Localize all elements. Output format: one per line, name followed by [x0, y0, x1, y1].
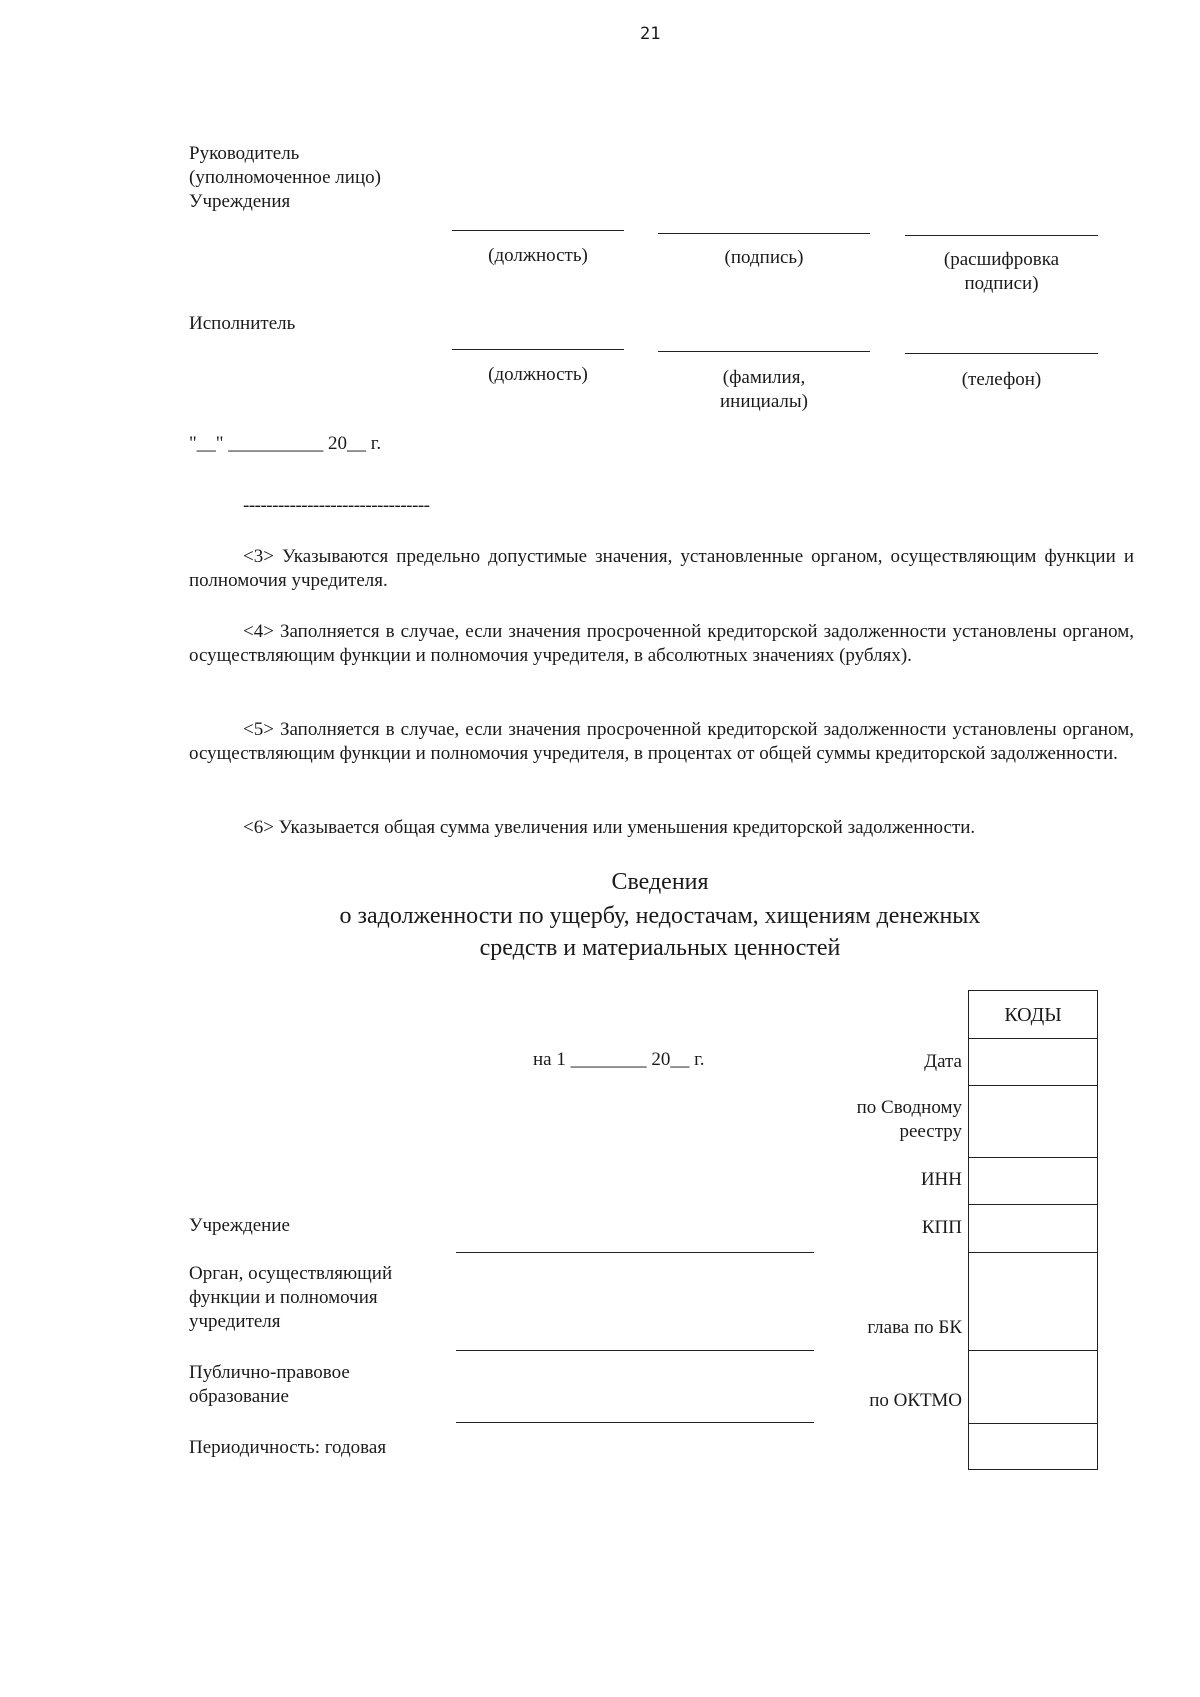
code-cell-chapter — [969, 1252, 1097, 1253]
field-institution-line — [456, 1252, 814, 1253]
label-line: Публично-правовое — [189, 1362, 350, 1383]
caption-line: (расшифровка — [943, 249, 1060, 270]
footnote-3 — [189, 545, 1134, 593]
footnote-4 — [189, 620, 1134, 668]
label-line: Орган, осуществляющий — [189, 1263, 393, 1284]
code-label-kpp: КПП — [921, 1217, 962, 1238]
head-decoding-line — [905, 235, 1098, 236]
executor-name-line — [658, 351, 870, 352]
field-entity-label — [189, 1361, 439, 1409]
label-line: учредителя — [189, 1311, 281, 1332]
codes-header: КОДЫ — [1004, 1004, 1062, 1026]
label-line: образование — [189, 1386, 289, 1407]
executor-phone-line — [905, 353, 1098, 354]
footnote-text: <5> Заполняется в случае, если значения просроченной кредиторской задолженности установлены органом, осуществляющим функции и полномочия учредителя, в процентах от общей суммы кредиторской задолженности. — [189, 719, 1134, 764]
code-label-oktmo: по ОКТМО — [869, 1390, 962, 1411]
footnote-text: <3> Указываются предельно допустимые значения, установленные органом, осуществляющим функции и полномочия учредителя. — [189, 546, 1134, 591]
field-periodicity: Периодичность: годовая — [189, 1437, 387, 1458]
caption-line: (фамилия, — [722, 367, 806, 388]
executor-position-line — [452, 349, 624, 350]
head-label-line: (уполномоченное лицо) — [189, 167, 381, 188]
head-position-caption: (должность) — [488, 245, 588, 266]
report-date: на 1 ________ 20__ г. — [533, 1049, 705, 1070]
caption-line: подписи) — [964, 273, 1039, 294]
code-label-inn: ИНН — [920, 1169, 962, 1190]
signature-date: "__" __________ 20__ г. — [189, 433, 382, 454]
footnote-text: <4> Заполняется в случае, если значения просроченной кредиторской задолженности установлены органом, осуществляющим функции и полномочия учредителя, в абсолютных значениях (рублях). — [189, 621, 1134, 666]
label-line: по Сводному — [856, 1097, 962, 1118]
head-position-line — [452, 230, 624, 231]
head-label-line: Руководитель — [189, 143, 300, 164]
head-label — [189, 142, 449, 214]
code-label-chapter: глава по БК — [867, 1317, 962, 1338]
footnote-5 — [189, 718, 1134, 766]
label-line: реестру — [899, 1121, 962, 1142]
caption-line: инициалы) — [719, 391, 808, 412]
head-signature-caption: (подпись) — [724, 247, 804, 268]
code-cell-registry — [969, 1085, 1097, 1086]
footnote-6 — [189, 816, 1134, 840]
label-line: функции и полномочия — [189, 1287, 378, 1308]
field-institution-label: Учреждение — [189, 1215, 290, 1236]
footnote-separator: -------------------------------- — [243, 495, 430, 516]
field-founder-line — [456, 1350, 814, 1351]
code-cell-oktmo — [969, 1350, 1097, 1351]
code-label-registry — [760, 1096, 962, 1144]
executor-label: Исполнитель — [189, 313, 296, 334]
field-entity-line — [456, 1422, 814, 1423]
codes-box — [968, 990, 1098, 1470]
head-label-line: Учреждения — [189, 191, 291, 212]
section-subtitle: о задолженности по ущербу, недостачам, хищениям денежных — [339, 903, 981, 929]
code-cell-periodicity — [969, 1423, 1097, 1424]
code-cell-date — [969, 1038, 1097, 1039]
section-subtitle: средств и материальных ценностей — [479, 935, 841, 961]
executor-name-caption — [658, 366, 870, 414]
head-signature-line — [658, 233, 870, 234]
section-title: Сведения — [611, 869, 709, 895]
code-cell-kpp — [969, 1204, 1097, 1205]
code-cell-inn — [969, 1157, 1097, 1158]
footnote-text: <6> Указывается общая сумма увеличения или уменьшения кредиторской задолженности. — [243, 817, 976, 838]
executor-phone-caption: (телефон) — [961, 369, 1042, 390]
page-number: 21 — [640, 24, 661, 44]
field-founder-label — [189, 1262, 439, 1334]
head-decoding-caption — [905, 248, 1098, 296]
executor-position-caption: (должность) — [488, 364, 588, 385]
code-label-date: Дата — [924, 1051, 962, 1072]
